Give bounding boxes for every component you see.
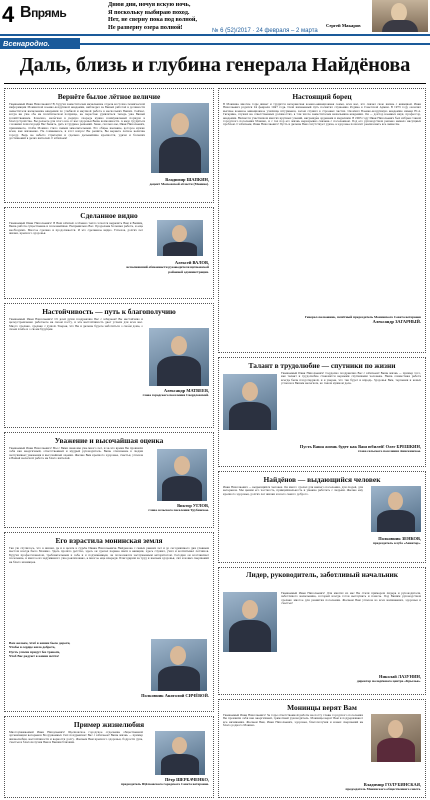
article-box bbox=[4, 432, 214, 528]
signature bbox=[115, 693, 209, 698]
article-body: Уважаемый Иван Николаевич! Мы с Вами знакомы уже много лет, и за это время Вы проявили себя как энергичный, ответственный и мудрый руководитель. Ваше отношение к людям заслуживает уважения и высочайшей оценки. Желаю Вам крепкого здоровья, счастья, успехов в Вашей нелёгкой работе на благо жителей. bbox=[9, 447, 143, 461]
portrait-photo bbox=[223, 374, 277, 430]
article-box bbox=[4, 207, 214, 299]
signature-name: Виктор УГЛОВ, bbox=[177, 503, 209, 508]
signature-name: Полковник Анатолий СИЧЁВОЙ. bbox=[141, 693, 209, 698]
article-body: Многоуважаемый Иван Николаевич! Щёлковское городское отделение общественной организации ветеранов Вооружённых Сил поздравляет Вас с юбилеем! Ваша жизнь — пример жизнелюбия, настойчивости и верности долгу. Желаем Вам крепкого здоровья, бодрости духа, счастья и благополучия Вам и Вашим близким. bbox=[9, 731, 143, 745]
headline-divider bbox=[4, 83, 426, 84]
page-headline: Даль, близь и глубина генерала Найдёнова bbox=[19, 54, 411, 76]
signature bbox=[115, 503, 209, 513]
poem-line: Я поскольку выбираю поход. bbox=[108, 8, 190, 16]
portrait-photo bbox=[157, 220, 203, 256]
portrait-photo bbox=[155, 731, 205, 775]
portrait-photo bbox=[157, 449, 207, 501]
signature-role: председатель Монинского общественного совета. bbox=[345, 787, 421, 792]
signature bbox=[339, 536, 421, 546]
article-title: Вернёте былое лётное величие bbox=[57, 92, 161, 101]
signature-name: Александр ЗАГАРНЫЙ. bbox=[372, 319, 421, 325]
issue-info: № 6 (52)/2017 · 24 февраля – 2 марта bbox=[212, 28, 318, 34]
article-body: Уважаемый Иван Николаевич! За годы ответственной работы на посту главы городского поселения Вы проявили себя как энергичный, грамотный руководитель. Монинцы верят Вам и поддерживают все начинания. Желаем Вам, Иван Николаевич, здоровья, благополучия и новых свершений на благо родного Монино. bbox=[223, 714, 363, 728]
signature-name: Полковник ЗЕНКОВ, bbox=[378, 536, 421, 541]
article-box bbox=[4, 303, 214, 428]
article-box bbox=[4, 532, 214, 712]
portrait-photo bbox=[149, 328, 209, 386]
article-title: Уважение и высочайшая оценка bbox=[54, 436, 164, 445]
article-body: Уважаемый Иван Николаевич! Для многих из нас Вы стали примером лидера и руководителя, заботливого начальника, который всегда готов выслушать и помочь. Под Вашим руководством сделано многое для развития поселения. Желаем Вам успехов во всех начинаниях, здоровья и счастья! bbox=[281, 592, 421, 606]
section-band-line bbox=[80, 43, 430, 45]
article-body: Уважаемый Иван Николаевич! Сердечно поздравляю Вас с юбилеем! Ваша жизнь — пример того, как талант и трудолюбие становятся верными спутниками человека. Наша совместная работа всегда была плодотворной, и я уверен, что так будет и впредь. Здоровья Вам, терпения и новых успехов в Вашем нелёгком, но таком нужном деле. bbox=[281, 372, 421, 386]
newspaper-logo bbox=[20, 4, 66, 22]
article-body: Уважаемый Иван Николаевич! От всей души поздравляю Вас с юбилеем! Вы настойчиво и целеустремленно работаете на своём посту, и эта настойчивость даёт успехи для всех нас. Много сделано, сделано с душой. Уверен, что Вы и дальше будете заботиться о своём доме, о своём хлебе и о своём будущем. bbox=[9, 318, 143, 332]
article-box bbox=[218, 567, 426, 695]
portrait-photo bbox=[371, 486, 421, 532]
signature-role: глава сельского поселения Трубинское. bbox=[148, 508, 209, 513]
signature-role: Генерал-полковник, почётный председатель Монинского Совета ветеранов bbox=[305, 315, 421, 319]
article-title: Пример жизнелюбия bbox=[73, 720, 145, 729]
signature-role: глава городского поселения Свердловский. bbox=[142, 393, 209, 398]
poem-author: Сергей Макаров bbox=[326, 23, 361, 28]
signature bbox=[45, 177, 209, 187]
signature-role: директор молодёжного центра «Крылья». bbox=[356, 679, 421, 684]
article-box bbox=[218, 357, 426, 467]
signature bbox=[125, 388, 209, 398]
logo-text: прямь bbox=[31, 6, 67, 20]
signature-name: Владимир ГОЛУБИНСКАЯ, bbox=[363, 782, 421, 787]
article-body: Уважаемый Иван Николаевич! В Ваш юбилей особенно тепло хочется выразить Вам и Вашим. Ваша работа существенна и полезнейшая. Неправильно Вас. Проделана большая работа, и ещё необходимо. Многое сделано и продолжается. И это сделанное видно. Успехов, долгих лет жизни, крепкого здоровья. bbox=[9, 222, 143, 236]
poem-line: Нет, не сверну пока под волной, bbox=[108, 16, 198, 24]
article-box bbox=[4, 88, 214, 203]
signature bbox=[239, 315, 421, 325]
article-title: Его взрастила монинская земля bbox=[55, 536, 163, 545]
article-title: Сделанное видно bbox=[80, 211, 138, 220]
masthead-poem bbox=[108, 1, 368, 31]
portrait-photo bbox=[151, 639, 207, 691]
article-body: Иван Николаевич — выдающийся человек. Он много сделал для нашего поселения, для людей, для ветеранов. Мы ценим его честность, принципиальность и умение работать с людьми. Желаю ему крепкого здоровья, долгих лет жизни и всего самого доброго. bbox=[223, 486, 363, 496]
author-portrait bbox=[372, 0, 428, 32]
signature-name: Алексей ВАЛОВ, bbox=[174, 260, 209, 265]
poem-line: Не разверну озера полной! bbox=[108, 23, 183, 31]
signature bbox=[249, 444, 421, 454]
signature bbox=[279, 674, 421, 684]
signature bbox=[115, 777, 209, 787]
signature-name: Пётр ШЕРБАЧЕНКО, bbox=[164, 777, 209, 782]
article-body: Так уж случилось, что в жизни, да и в целом в судьбе Ивана Николаевича Найдёнова с самых ранних лет и до сегодняшнего дня главным местом всегда было Монино. Здесь прошло детство, здесь он сделал первые шаги в авиации, здесь служил, учил и воспитывал лётчиков. Будучи профессионалом, требовательным к себе и к подчинённым, он пользовался заслуженным авторитетом. Сегодня он возглавляет поселение, и многое из задуманного уже реализовано, а многое ещё впереди. Благодарим за труд и желаем здоровья, сил и новых свершений на благо монинцев. bbox=[9, 547, 209, 564]
article-body: В Монинке многие годы живёт и трудится ветеранская военно-авиационная семья, всех нас, кто связал свою жизнь с авиацией. Иван Николаевич родился 24 февраля 1947 года. Свой жизненный путь посвятил служению Родине в Советской Армии. В 1973 году окончил высшее военное авиационное училище штурманов, затем служил в строевых частях. Окончил Военно-воздушную академию имени Ю.А. Гагарина, служил на ответственных должностях, в том числе заместителем начальника академии. Он — доктор военных наук, профессор, академик. Является участником многих крупных учений, награждён орденами и медалями. В 2005 году Иван Николаевич был избран главой городского поселения Монино, и с тех пор его жизнь неразрывно связана с поселением. Под его руководством решено немало насущных проблем. С юбилеем, Иван Николаевич! Пусть и дальше Вам сопутствует удача, а здоровье позволит реализовать все замыслы. bbox=[223, 103, 421, 127]
signature-role: исполнявший обязанности руководителя щёлковской районной администрации. bbox=[126, 265, 209, 274]
masthead bbox=[0, 0, 430, 36]
article-body: Уважаемый Иван Николаевич! Я, будучи заместителем начальника отдела восточно-технической информации Монинской военно-воздушной академии, наблюдал за Вашей работой в должности заместителя начальника академии по учебной и научной работе в нескольких Ваших. Сейчас, когда вы уже обе на политическом поприще, не перестаю удивляться теперь уже Вашей хозяйственным. Конечно, нелёгкая в первую очередь нужно коммунальный порядок в благоустройстве. Вы делаете для этого всё от нас здоровья Ваше возможности. А надо трудиться с новыми помоги ради Вас бывать, дать и трудные решений. Знаю, сколько вы, Иван Николаевич, принимаете, чтобы Монино стало самым замечательным. Это общее желание, которое нужно всем, как жизненно. Не сомневаюсь, и этот вопрос Вы решите, Вы вернете лётное величие городу. Ведь не забыто стратегии и сделано дальнейшие крепкости, удачи и больших достижений в делах жителей. С юбилеем! bbox=[9, 103, 145, 141]
article-box bbox=[218, 699, 426, 798]
signature-name: Николай ЛАЗУНИН, bbox=[379, 674, 421, 679]
portrait-photo bbox=[151, 103, 209, 173]
article-title: Лидер, руководитель, заботливый начальник bbox=[245, 570, 399, 579]
signature bbox=[279, 782, 421, 792]
signature-name: Владимир ШАПКИН, bbox=[165, 177, 209, 182]
signature-name: Александр МАТВЕЕВ, bbox=[163, 388, 209, 393]
portrait-photo bbox=[371, 714, 421, 762]
signature-name: Пусть Ваша жизнь будет как Ваш юбилей! Олег БРЕШКИН, bbox=[299, 444, 421, 449]
article-title: Настойчивость — путь к благополучию bbox=[42, 307, 176, 316]
article-box bbox=[4, 716, 214, 798]
poem-stanza: Вам желаем, чтоб в жизни было дороги, Чтобы в сердце жила доброта, Пусть успехи придут без тревоги, Чтоб Вас радуют в жизни мечта! bbox=[9, 641, 71, 658]
signature bbox=[125, 260, 209, 274]
article-box bbox=[218, 471, 426, 563]
signature-role: председатель клуба «Авиатор». bbox=[372, 541, 421, 546]
signature-role: доцент Московской области (Монино). bbox=[149, 182, 209, 187]
portrait-photo bbox=[223, 592, 277, 652]
signature-role: председатель Щёлковского городского Совета ветеранов. bbox=[120, 782, 209, 787]
page-number: 4 bbox=[2, 2, 15, 27]
article-title: Монинцы верят Вам bbox=[287, 703, 357, 712]
article-title: Настоящий борец bbox=[292, 92, 352, 101]
section-rubric: Всенародно. bbox=[0, 38, 80, 49]
signature-role: глава сельского поселения Анискинское. bbox=[357, 449, 421, 454]
logo-prefix: В bbox=[20, 4, 32, 21]
article-title: Найдёнов — выдающийся человек bbox=[263, 475, 381, 484]
article-title: Талант в трудолюбие — спутники по жизни bbox=[248, 361, 396, 370]
poem-line: Днюя дни, ночуя вскую ночь, bbox=[108, 1, 191, 8]
article-box bbox=[218, 88, 426, 353]
